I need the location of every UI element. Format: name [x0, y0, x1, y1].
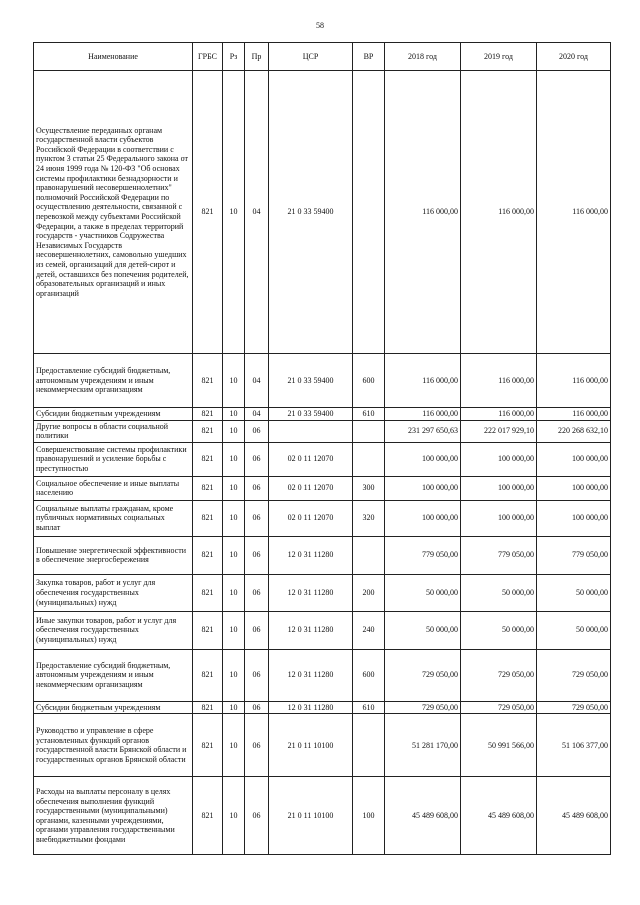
header-row [34, 43, 611, 71]
row-2018: 779 050,00 [385, 536, 461, 574]
row-2020: 729 050,00 [537, 649, 611, 701]
col-header-pr: Пр [245, 43, 269, 71]
row-csr: 12 0 31 11280 [269, 701, 353, 714]
row-2018: 231 297 650,63 [385, 420, 461, 442]
row-name: Другие вопросы в области социальной политики [34, 420, 193, 442]
row-name: Социальное обеспечение и иные выплаты населению [34, 476, 193, 500]
row-rz: 10 [223, 408, 245, 421]
row-pr: 06 [245, 714, 269, 777]
row-2020: 100 000,00 [537, 476, 611, 500]
row-2019: 50 000,00 [461, 611, 537, 649]
table-row [34, 701, 611, 714]
row-2018: 116 000,00 [385, 408, 461, 421]
row-vr: 300 [353, 476, 385, 500]
row-2020: 729 050,00 [537, 701, 611, 714]
row-grbs: 821 [193, 714, 223, 777]
row-2020: 50 000,00 [537, 611, 611, 649]
row-name: Иные закупки товаров, работ и услуг для обеспечения государственных (муниципальных) нужд [34, 611, 193, 649]
row-vr [353, 714, 385, 777]
row-name: Совершенствование системы профилактики правонарушений и усиление борьбы с преступностью [34, 442, 193, 476]
row-grbs: 821 [193, 574, 223, 611]
row-2019: 45 489 608,00 [461, 777, 537, 855]
row-2019: 100 000,00 [461, 476, 537, 500]
row-csr: 21 0 11 10100 [269, 714, 353, 777]
row-2020: 220 268 632,10 [537, 420, 611, 442]
row-2018: 100 000,00 [385, 500, 461, 536]
row-2018: 50 000,00 [385, 574, 461, 611]
row-pr: 06 [245, 500, 269, 536]
row-rz: 10 [223, 777, 245, 855]
row-vr: 100 [353, 777, 385, 855]
table-row [34, 714, 611, 777]
table-row [34, 500, 611, 536]
row-2019: 222 017 929,10 [461, 420, 537, 442]
row-2018: 729 050,00 [385, 701, 461, 714]
table-row [34, 442, 611, 476]
row-csr: 12 0 31 11280 [269, 649, 353, 701]
row-grbs: 821 [193, 354, 223, 408]
row-name: Предоставление субсидий бюджетным, автономным учреждениям и иным некоммерческим организациям [34, 649, 193, 701]
row-grbs: 821 [193, 649, 223, 701]
col-header-2020: 2020 год [537, 43, 611, 71]
row-2019: 729 050,00 [461, 649, 537, 701]
row-2020: 116 000,00 [537, 408, 611, 421]
row-vr: 240 [353, 611, 385, 649]
col-header-csr: ЦСР [269, 43, 353, 71]
col-header-2019: 2019 год [461, 43, 537, 71]
row-name: Предоставление субсидий бюджетным, автономным учреждениям и иным некоммерческим организациям [34, 354, 193, 408]
row-name: Социальные выплаты гражданам, кроме публичных нормативных социальных выплат [34, 500, 193, 536]
row-2019: 50 991 566,00 [461, 714, 537, 777]
table-row [34, 476, 611, 500]
row-vr [353, 536, 385, 574]
row-2018: 100 000,00 [385, 442, 461, 476]
row-csr: 02 0 11 12070 [269, 476, 353, 500]
row-pr: 06 [245, 611, 269, 649]
row-2018: 729 050,00 [385, 649, 461, 701]
row-name: Субсидии бюджетным учреждениям [34, 701, 193, 714]
row-pr: 06 [245, 649, 269, 701]
row-2018: 100 000,00 [385, 476, 461, 500]
col-header-2018: 2018 год [385, 43, 461, 71]
row-rz: 10 [223, 714, 245, 777]
row-rz: 10 [223, 701, 245, 714]
row-grbs: 821 [193, 536, 223, 574]
row-2018: 116 000,00 [385, 71, 461, 354]
row-2019: 100 000,00 [461, 442, 537, 476]
row-rz: 10 [223, 442, 245, 476]
row-name: Осуществление переданных органам государственной власти субъектов Российской Федерации в соответствии с пунктом 3 статьи 25 Федерального закона от 24 июня 1999 года № 120-ФЗ "Об основах системы профилактики безнадзорности и правонарушений несовершеннолетних" полномочий Российской Федерации по осуществлению деятельности, связанной с перевозкой между субъектами Российской Федерации, а также в пределах территорий государств - участников Содружества Независимых Государств несовершеннолетних, самовольно ушедших из семей, организаций для детей-сирот и детей, оставшихся без попечения родителей, образовательных организаций и иных организаций [34, 71, 193, 354]
col-header-rz: Рз [223, 43, 245, 71]
row-2019: 116 000,00 [461, 408, 537, 421]
row-vr: 600 [353, 649, 385, 701]
row-vr [353, 442, 385, 476]
row-2018: 45 489 608,00 [385, 777, 461, 855]
row-2020: 100 000,00 [537, 500, 611, 536]
row-vr: 200 [353, 574, 385, 611]
row-2019: 116 000,00 [461, 354, 537, 408]
row-rz: 10 [223, 536, 245, 574]
table-row [34, 420, 611, 442]
row-grbs: 821 [193, 701, 223, 714]
col-header-name: Наименование [34, 43, 193, 71]
row-grbs: 821 [193, 500, 223, 536]
row-pr: 06 [245, 574, 269, 611]
row-rz: 10 [223, 420, 245, 442]
row-2018: 116 000,00 [385, 354, 461, 408]
row-pr: 06 [245, 476, 269, 500]
row-csr: 12 0 31 11280 [269, 611, 353, 649]
row-2020: 45 489 608,00 [537, 777, 611, 855]
row-rz: 10 [223, 500, 245, 536]
row-csr: 12 0 31 11280 [269, 574, 353, 611]
row-csr: 02 0 11 12070 [269, 500, 353, 536]
row-2020: 116 000,00 [537, 71, 611, 354]
row-2020: 50 000,00 [537, 574, 611, 611]
row-vr [353, 71, 385, 354]
row-pr: 06 [245, 777, 269, 855]
table-row [34, 354, 611, 408]
row-2019: 779 050,00 [461, 536, 537, 574]
row-pr: 06 [245, 536, 269, 574]
row-grbs: 821 [193, 476, 223, 500]
row-name: Субсидии бюджетным учреждениям [34, 408, 193, 421]
row-2019: 116 000,00 [461, 71, 537, 354]
row-grbs: 821 [193, 442, 223, 476]
budget-table [33, 42, 611, 855]
table-row [34, 777, 611, 855]
row-csr: 21 0 33 59400 [269, 408, 353, 421]
row-pr: 06 [245, 442, 269, 476]
table-row [34, 574, 611, 611]
row-grbs: 821 [193, 420, 223, 442]
row-grbs: 821 [193, 611, 223, 649]
table-row [34, 611, 611, 649]
row-csr: 21 0 33 59400 [269, 71, 353, 354]
page-number: 58 [316, 21, 324, 30]
table-row [34, 408, 611, 421]
row-vr: 320 [353, 500, 385, 536]
row-name: Повышение энергетической эффективности в обеспечение энергосбережения [34, 536, 193, 574]
row-grbs: 821 [193, 408, 223, 421]
row-vr: 610 [353, 408, 385, 421]
row-grbs: 821 [193, 777, 223, 855]
row-rz: 10 [223, 476, 245, 500]
row-rz: 10 [223, 611, 245, 649]
row-pr: 06 [245, 420, 269, 442]
table-row [34, 71, 611, 354]
row-csr: 21 0 11 10100 [269, 777, 353, 855]
row-csr: 02 0 11 12070 [269, 442, 353, 476]
row-rz: 10 [223, 649, 245, 701]
row-2020: 779 050,00 [537, 536, 611, 574]
row-vr: 600 [353, 354, 385, 408]
col-header-vr: ВР [353, 43, 385, 71]
row-name: Закупка товаров, работ и услуг для обеспечения государственных (муниципальных) нужд [34, 574, 193, 611]
row-pr: 04 [245, 71, 269, 354]
row-csr: 12 0 31 11280 [269, 536, 353, 574]
row-csr: 21 0 33 59400 [269, 354, 353, 408]
row-rz: 10 [223, 574, 245, 611]
row-pr: 04 [245, 354, 269, 408]
col-header-grbs: ГРБС [193, 43, 223, 71]
row-rz: 10 [223, 354, 245, 408]
row-2018: 50 000,00 [385, 611, 461, 649]
row-name: Руководство и управление в сфере установленных функций органов государственной власти Брянской области и государственных органов Брянской области [34, 714, 193, 777]
row-2020: 116 000,00 [537, 354, 611, 408]
row-2019: 729 050,00 [461, 701, 537, 714]
row-vr: 610 [353, 701, 385, 714]
table-row [34, 649, 611, 701]
row-2019: 50 000,00 [461, 574, 537, 611]
row-pr: 04 [245, 408, 269, 421]
row-pr: 06 [245, 701, 269, 714]
row-vr [353, 420, 385, 442]
row-2020: 51 106 377,00 [537, 714, 611, 777]
row-2019: 100 000,00 [461, 500, 537, 536]
row-2020: 100 000,00 [537, 442, 611, 476]
row-name: Расходы на выплаты персоналу в целях обеспечения выполнения функций государственными (муниципальными) органами, казенными учреждениями, органами управления государственными внебюджетными фондами [34, 777, 193, 855]
row-grbs: 821 [193, 71, 223, 354]
table-row [34, 536, 611, 574]
row-csr [269, 420, 353, 442]
row-2018: 51 281 170,00 [385, 714, 461, 777]
row-rz: 10 [223, 71, 245, 354]
